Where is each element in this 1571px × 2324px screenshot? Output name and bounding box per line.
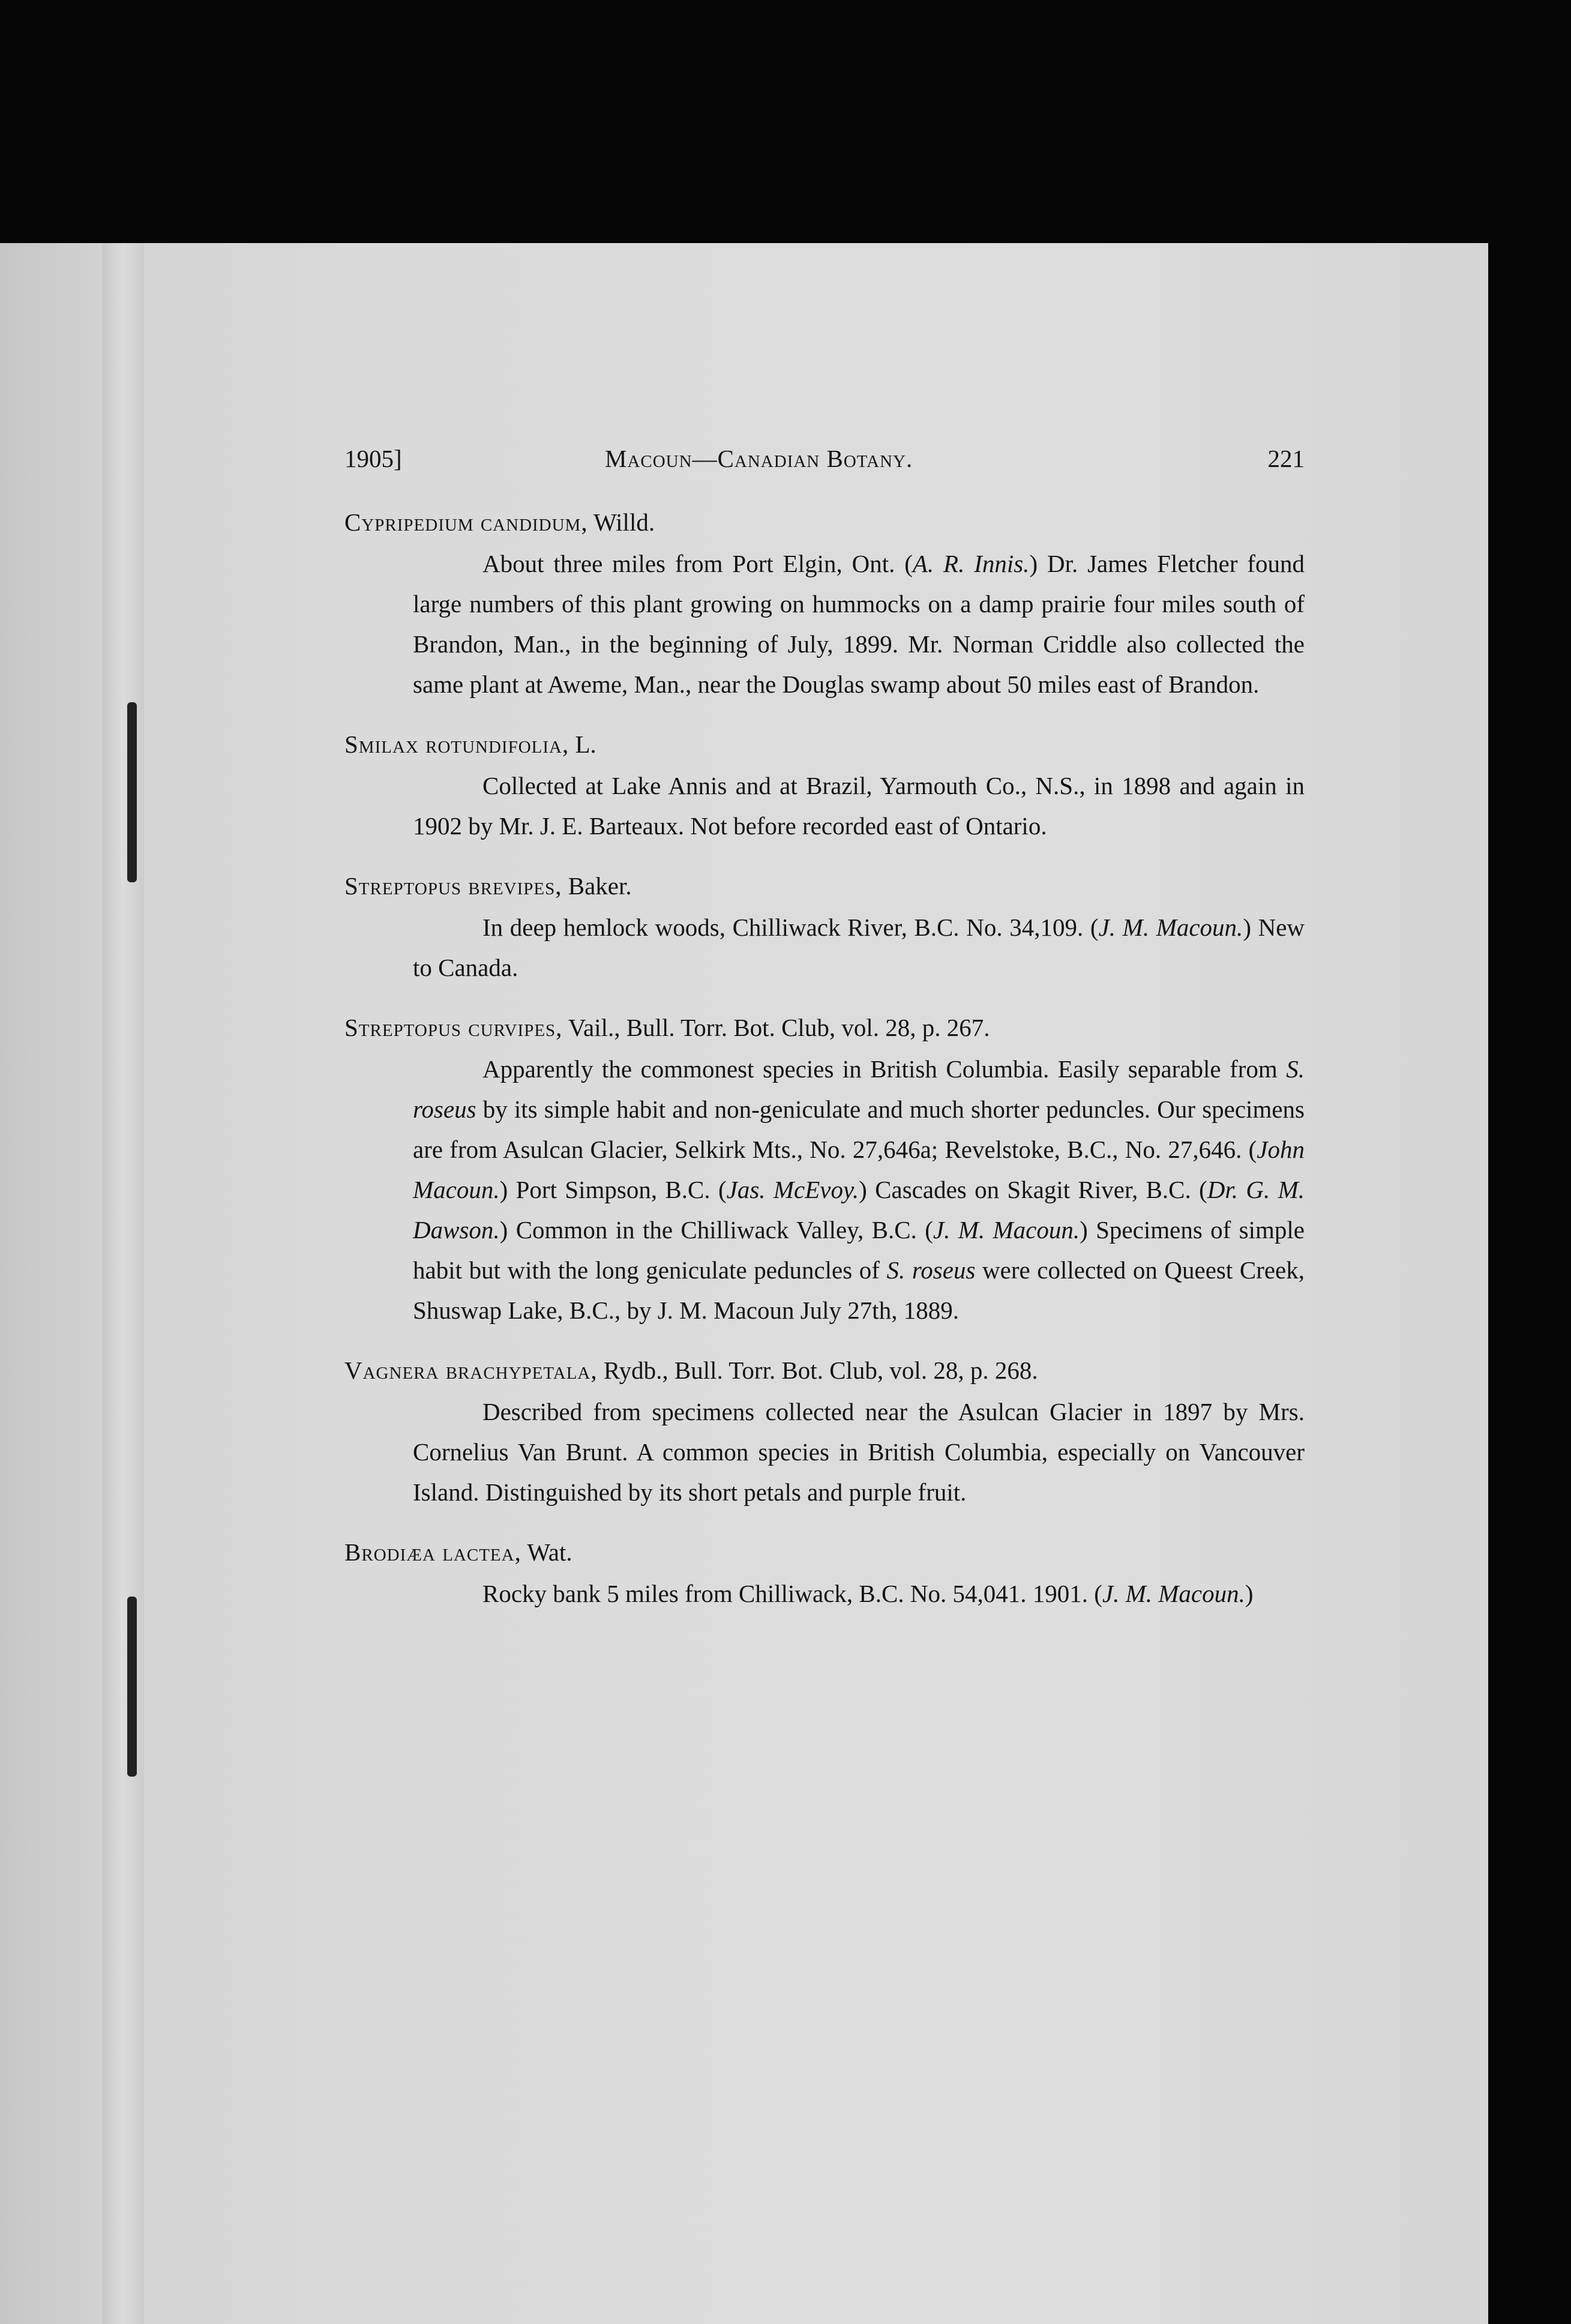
text-run: About three miles from Port Elgin, Ont. ( (482, 550, 913, 577)
text-run: ) Cascades on Skagit River, B.C. ( (859, 1176, 1207, 1203)
running-header-year: 1905] (344, 445, 402, 472)
collector-name: John Macoun. (413, 1136, 1305, 1203)
page-gutter-shadow (102, 243, 144, 2324)
collector-name: Dr. G. M. Dawson. (413, 1176, 1305, 1244)
scan-right-border (1488, 243, 1571, 2324)
species-name: Vagnera brachypetala, (344, 1356, 598, 1384)
text-run: by its simple habit and non-geniculate and much shorter peduncles. Our specimens are from Asulcan Glacier, Selkirk Mts., No. 27,646a; Revelstoke, B.C., No. 27,646. ( (413, 1095, 1305, 1163)
species-name: Brodiæa lactea, (344, 1538, 521, 1566)
text-run: ) (1245, 1580, 1254, 1607)
species-name: Smilax rotundifolia, (344, 730, 569, 758)
species-name: Cypripedium candidum, (344, 508, 588, 536)
species-description (344, 908, 1305, 988)
species-authority: Vail., Bull. Torr. Bot. Club, vol. 28, p. 267. (562, 1014, 990, 1041)
species-entry (344, 868, 1305, 988)
species-heading (344, 504, 1305, 540)
running-header (344, 444, 1305, 486)
species-entry (344, 726, 1305, 846)
species-heading (344, 1534, 1305, 1570)
binding-mark-lower (127, 1597, 137, 1777)
text-run: Rocky bank 5 miles from Chilliwack, B.C. No. 54,041. 1901. ( (482, 1580, 1102, 1607)
text-run: ) Port Simpson, B.C. ( (499, 1176, 727, 1203)
species-description (344, 1049, 1305, 1331)
collector-name: A. R. Innis. (912, 550, 1030, 577)
page-number: 221 (1267, 445, 1305, 472)
species-entry (344, 504, 1305, 705)
page-text (344, 444, 1305, 1636)
species-description (344, 1392, 1305, 1513)
text-run: ) Specimens of simple habit but with the long geniculate peduncles of (413, 1216, 1305, 1284)
text-run: Described from specimens collected near the Asulcan Glacier in 1897 by Mrs. Cornelius Van Brunt. A common species in British Columbia, especially on Vancouver Island. Distinguished by its short petals and purple fruit. (413, 1398, 1305, 1506)
species-entry (344, 1352, 1305, 1513)
species-entry (344, 1010, 1305, 1331)
text-run: Apparently the commonest species in British Columbia. Easily separable from (482, 1055, 1287, 1083)
species-heading (344, 726, 1305, 762)
species-reference: S. roseus (886, 1256, 976, 1284)
collector-name: J. M. Macoun. (1098, 914, 1243, 941)
running-header-title: Macoun—Canadian Botany. (605, 445, 913, 472)
species-name: Streptopus curvipes, (344, 1014, 563, 1041)
species-authority: Wat. (521, 1538, 572, 1566)
species-heading (344, 1352, 1305, 1388)
species-heading (344, 1010, 1305, 1046)
species-description (344, 766, 1305, 846)
species-authority: L. (569, 730, 596, 758)
text-run: Collected at Lake Annis and at Brazil, Yarmouth Co., N.S., in 1898 and again in 1902 by Mr. J. E. Barteaux. Not before recorded east of Ontario. (413, 772, 1305, 840)
species-name: Streptopus brevipes, (344, 872, 562, 900)
scan-top-border (0, 0, 1571, 243)
text-run: In deep hemlock woods, Chilliwack River, B.C. No. 34,109. ( (482, 914, 1099, 941)
text-run: ) Common in the Chilliwack Valley, B.C. ( (499, 1216, 933, 1244)
collector-name: J. M. Macoun. (1102, 1580, 1245, 1607)
collector-name: Jas. McEvoy. (726, 1176, 859, 1203)
binding-mark-upper (127, 702, 137, 882)
species-authority: Rydb., Bull. Torr. Bot. Club, vol. 28, p. 268. (597, 1356, 1038, 1384)
text-run: ) New to Canada. (413, 914, 1305, 981)
species-description (344, 1574, 1305, 1614)
species-entry (344, 1534, 1305, 1614)
collector-name: J. M. Macoun. (933, 1216, 1080, 1244)
text-run: were collected on Queest Creek, Shuswap Lake, B.C., by J. M. Macoun July 27th, 1889. (413, 1256, 1305, 1324)
species-authority: Willd. (587, 508, 655, 536)
text-run: ) Dr. James Fletcher found large numbers of this plant growing on hummocks on a damp prairie four miles south of Brandon, Man., in the beginning of July, 1899. Mr. Norman Criddle also collected the same plant at Aweme, Man., near the Douglas swamp about 50 miles east of Brandon. (413, 550, 1305, 698)
species-authority: Baker. (562, 872, 632, 900)
species-reference: S. roseus (413, 1055, 1305, 1123)
species-description (344, 544, 1305, 705)
species-heading (344, 868, 1305, 904)
